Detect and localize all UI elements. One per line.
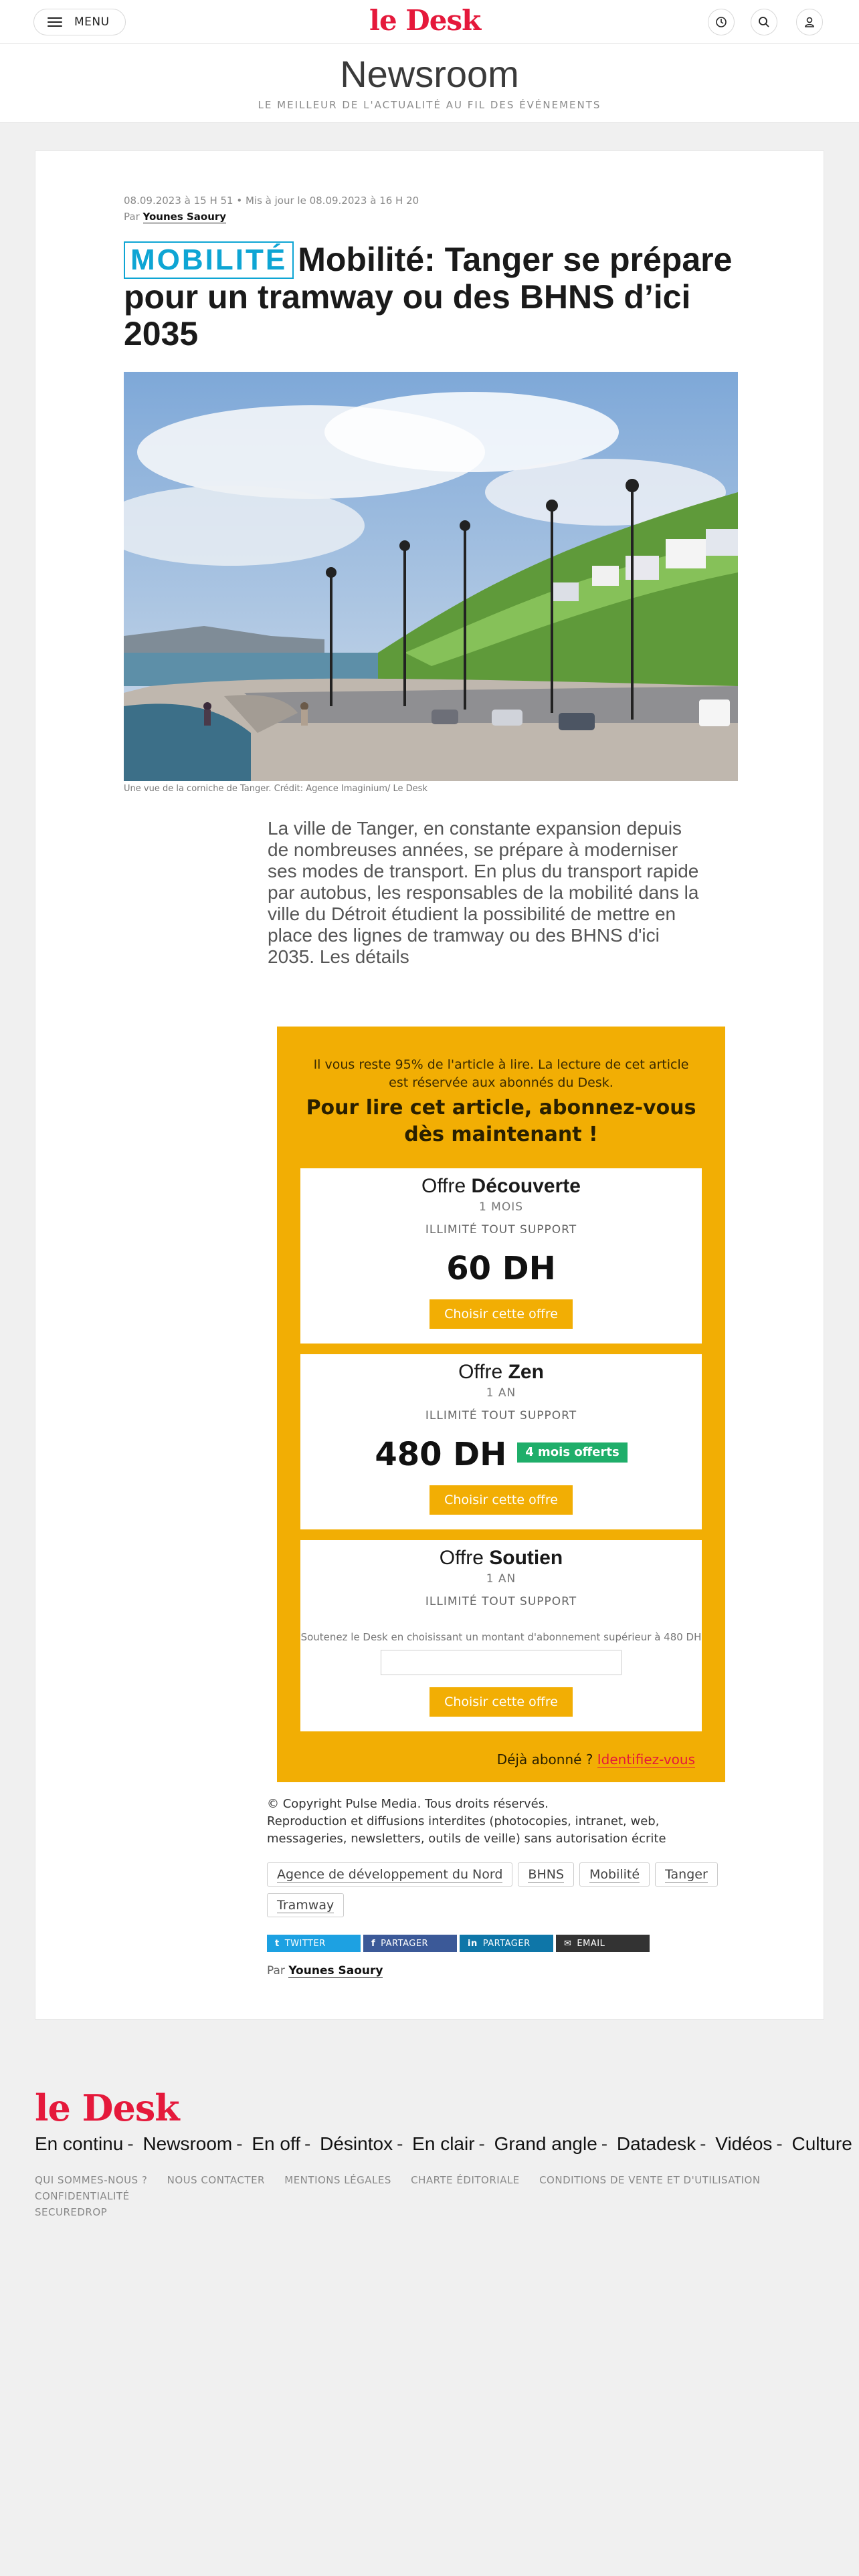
footer-nav: En continu - Newsroom - En off - Désintox - En clair - Grand angle - Datadesk - Vidéos - Culture xyxy=(35,2133,852,2154)
rubric-badge[interactable]: MOBILITÉ xyxy=(124,241,294,279)
share-facebook-button[interactable]: f PARTAGER xyxy=(363,1935,457,1952)
article-dates: 08.09.2023 à 15 H 51 • Mis à jour le 08.09.2023 à 16 H 20 xyxy=(124,195,419,207)
tag-list xyxy=(267,1862,735,1917)
section-subtitle: LE MEILLEUR DE L'ACTUALITÉ AU FIL DES ÉVÉNEMENTS xyxy=(258,98,601,111)
offer-name: Offre Soutien xyxy=(439,1547,563,1569)
clock-icon xyxy=(714,15,728,29)
bottom-byline: Par Younes Saoury xyxy=(267,1964,383,1977)
tag-item[interactable]: Tanger xyxy=(655,1862,718,1887)
author-link[interactable]: Younes Saoury xyxy=(142,211,227,223)
footer-link[interactable]: MENTIONS LÉGALES xyxy=(284,2174,391,2186)
offer-support: ILLIMITÉ TOUT SUPPORT xyxy=(425,1595,577,1608)
linkedin-icon: in xyxy=(468,1938,478,1949)
facebook-icon: f xyxy=(371,1938,376,1949)
footer-nav-item[interactable]: Culture xyxy=(791,2133,852,2154)
choose-offer-button[interactable]: Choisir cette offre xyxy=(430,1299,573,1329)
offer-duration: 1 MOIS xyxy=(478,1200,524,1214)
login-prompt: Déjà abonné ? Identifiez-vous xyxy=(496,1751,695,1767)
offer-zen xyxy=(300,1354,702,1529)
section-header xyxy=(0,44,859,123)
author-link[interactable]: Younes Saoury xyxy=(288,1964,383,1977)
menu-label: MENU xyxy=(74,15,110,29)
share-linkedin-button[interactable]: in PARTAGER xyxy=(460,1935,553,1952)
footer-link[interactable]: QUI SOMMES-NOUS ? xyxy=(35,2174,148,2186)
amount-input[interactable] xyxy=(381,1650,622,1675)
article-headline xyxy=(124,241,753,352)
footer-link[interactable]: CHARTE ÉDITORIALE xyxy=(411,2174,520,2186)
offer-duration: 1 AN xyxy=(486,1386,516,1400)
footer-nav-item[interactable]: Désintox xyxy=(320,2133,393,2154)
share-bar xyxy=(267,1935,650,1952)
footer-link[interactable]: SECUREDROP xyxy=(35,2206,108,2218)
by-prefix: Par xyxy=(124,211,140,223)
section-title: Newsroom xyxy=(340,53,519,95)
choose-offer-button[interactable]: Choisir cette offre xyxy=(430,1485,573,1515)
tag-item[interactable]: Tramway xyxy=(267,1893,344,1917)
top-bar xyxy=(0,0,859,44)
footer-nav-item[interactable]: Vidéos xyxy=(715,2133,773,2154)
offer-decouverte xyxy=(300,1168,702,1344)
footer-nav-item[interactable]: En continu xyxy=(35,2133,124,2154)
paywall-note: Il vous reste 95% de l'article à lire. La lecture de cet article est réservée aux abonnés du Desk. xyxy=(313,1057,689,1090)
share-email-button[interactable]: ✉ EMAIL xyxy=(556,1935,650,1952)
footer-nav-item[interactable]: En clair xyxy=(412,2133,475,2154)
article-lead: La ville de Tanger, en constante expansion depuis de nombreuses années, se prépare à moderniser ses modes de transport. En plus du transport rapide par autobus, les responsables de la mobilité dans la ville du Détroit étudient la possibilité de mettre en place des lignes de tramway ou des BHNS d'ici 2035. Les détails xyxy=(268,818,699,967)
copyright-line: © Copyright Pulse Media. Tous droits réservés. xyxy=(267,1797,549,1811)
site-logo[interactable]: le Desk xyxy=(369,4,481,37)
latest-news-button[interactable] xyxy=(708,9,735,35)
search-button[interactable] xyxy=(751,9,777,35)
tag-item[interactable]: Agence de développement du Nord xyxy=(267,1862,512,1887)
footer-nav-item[interactable]: Grand angle xyxy=(494,2133,597,2154)
footer-nav-item[interactable]: Newsroom xyxy=(142,2133,233,2154)
footer-logo[interactable]: le Desk xyxy=(35,2086,179,2129)
offer-support: ILLIMITÉ TOUT SUPPORT xyxy=(425,1223,577,1237)
account-button[interactable] xyxy=(796,9,823,35)
offer-price: 60 DH xyxy=(446,1250,556,1287)
offer-name: Offre Découverte xyxy=(421,1175,581,1197)
article-photo xyxy=(124,372,738,781)
tag-item[interactable]: BHNS xyxy=(518,1862,574,1887)
search-icon xyxy=(757,15,771,29)
paywall-box xyxy=(277,1027,725,1782)
share-twitter-button[interactable]: t TWITTER xyxy=(267,1935,361,1952)
article-meta xyxy=(124,193,419,225)
footer-nav-item[interactable]: Datadesk xyxy=(616,2133,696,2154)
footer-nav-item[interactable]: En off xyxy=(252,2133,301,2154)
offer-name: Offre Zen xyxy=(458,1361,544,1383)
photo-caption: Une vue de la corniche de Tanger. Crédit: Agence Imaginium/ Le Desk xyxy=(124,784,427,794)
offer-price: 480 DH xyxy=(375,1436,507,1473)
choose-offer-button[interactable]: Choisir cette offre xyxy=(430,1687,573,1717)
footer-link[interactable]: CONFIDENTIALITÉ xyxy=(35,2190,130,2202)
offer-support: ILLIMITÉ TOUT SUPPORT xyxy=(425,1409,577,1422)
offer-price-row xyxy=(300,1436,702,1473)
menu-button[interactable] xyxy=(33,9,126,35)
footer-links xyxy=(35,2172,824,2220)
copyright-block xyxy=(267,1796,735,1848)
offer-soutien xyxy=(300,1540,702,1731)
promo-badge: 4 mois offerts xyxy=(517,1442,627,1463)
user-icon xyxy=(803,15,816,29)
copyright-notice: Reproduction et diffusions interdites (photocopies, intranet, web, messageries, newsletters, outils de veille) sans autorisation écrite xyxy=(267,1814,666,1846)
offer-duration: 1 AN xyxy=(486,1572,516,1586)
email-icon: ✉ xyxy=(564,1938,572,1949)
hamburger-icon xyxy=(47,17,62,27)
footer-link[interactable]: NOUS CONTACTER xyxy=(167,2174,265,2186)
twitter-icon: t xyxy=(275,1938,280,1949)
article-title: Mobilité: Tanger se prépare pour un tramway ou des BHNS d’ici 2035 xyxy=(124,241,733,352)
footer-link[interactable]: CONDITIONS DE VENTE ET D'UTILISATION xyxy=(539,2174,761,2186)
soutien-note: Soutenez le Desk en choisissant un montant d'abonnement supérieur à 480 DH xyxy=(300,1631,702,1643)
tangier-corniche-image xyxy=(124,372,738,781)
login-link[interactable]: Identifiez-vous xyxy=(597,1751,695,1767)
paywall-cta: Pour lire cet article, abonnez-vous dès maintenant ! xyxy=(306,1096,696,1146)
tag-item[interactable]: Mobilité xyxy=(579,1862,650,1887)
